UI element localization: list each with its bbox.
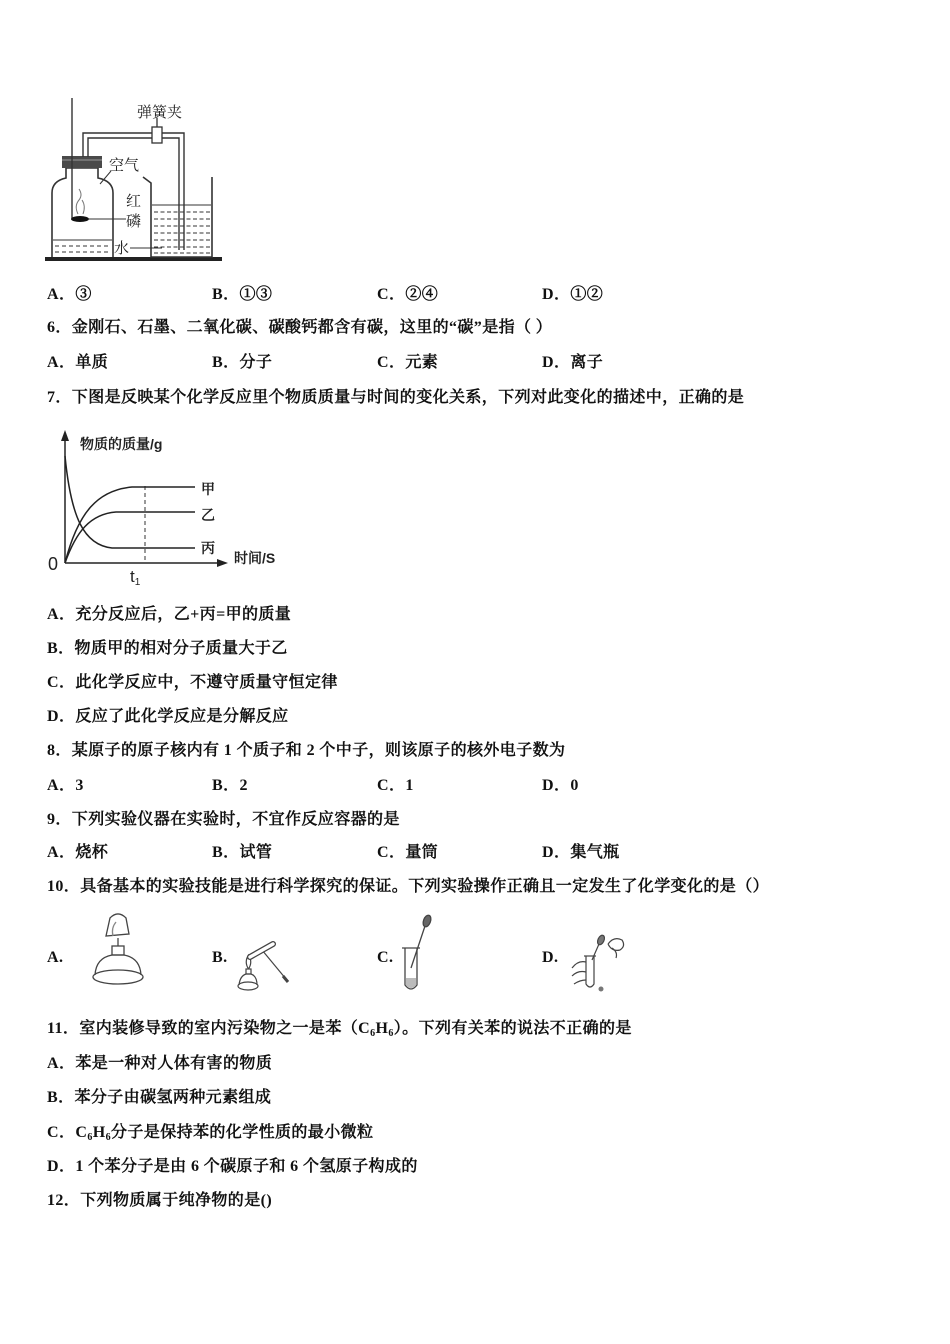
x-axis-label: 时间/S [234,550,276,566]
q8-option-a: A．3 [47,777,84,794]
y-axis-label: 物质的质量/g [80,436,163,452]
stopper [62,156,102,168]
q6-stem: 6．金刚石、石墨、二氧化碳、碳酸钙都含有碳，这里的“碳”是指（ ） [47,319,553,336]
q11-option-b: B．苯分子由碳氢两种元素组成 [47,1089,272,1106]
q9-stem: 9．下列实验仪器在实验时，不宜作反应容器的是 [47,811,400,828]
y-axis-arrow [61,430,69,441]
curve-jia [65,487,195,563]
q7-mass-time-graph [40,425,300,590]
q8-stem: 8．某原子的原子核内有 1 个质子和 2 个中子，则该原子的核外电子数为 [47,742,566,759]
q11-stem-after: ）。下列有关苯的说法不正确的是 [393,1020,632,1037]
phosphorus-label: 磷 [126,213,142,230]
curve-bing [65,456,195,548]
q10-image-b-heating-tube [236,936,290,994]
q9-option-d: D．集气瓶 [542,844,620,861]
combustion-spoon [71,216,89,222]
t1-tick-label: t1 [130,567,141,588]
q7-option-d: D．反应了此化学反应是分解反应 [47,708,289,725]
red-label: 红 [126,193,142,210]
q11-stem-before: 11．室内装修导致的室内污染物之一是苯（ [47,1020,359,1037]
q5-option-c: C．②④ [377,286,439,303]
benzene-formula: $C_6H_6$ [75,1124,111,1143]
q12-stem: 12．下列物质属于纯净物的是() [47,1192,273,1209]
air-label: 空气 [109,157,140,174]
apparatus-figure [40,95,230,270]
q6-option-c: C．元素 [377,354,439,371]
q9-option-c: C．量筒 [377,844,439,861]
series-label-bing: 丙 [201,540,215,556]
q5-option-b: B．①③ [212,286,273,303]
q8-option-b: B．2 [212,777,248,794]
q7-option-a: A．充分反应后，乙+丙=甲的质量 [47,606,292,623]
q8-option-d: D．0 [542,777,579,794]
q10-option-b: B. [212,949,228,966]
series-label-yi: 乙 [201,507,215,523]
q6-option-a: A．单质 [47,354,109,371]
spring-clip [152,118,162,143]
q5-option-a: A．③ [47,286,92,303]
q10-option-d: D. [542,949,559,966]
benzene-formula: $C_6H_6$ [358,1020,394,1039]
q10-image-c-test-tube [398,914,436,994]
series-label-jia: 甲 [201,481,215,497]
smoke-wisps [76,189,84,214]
q11-option-c: C．$C_6H_6$分子是保持苯的化学性质的最小微粒 [47,1124,374,1143]
q11-option-a: A．苯是一种对人体有害的物质 [47,1055,273,1072]
jar-water [53,240,112,252]
q7-option-b: B．物质甲的相对分子质量大于乙 [47,640,288,657]
q10-image-d-dropper [568,932,630,994]
q10-image-a-alcohol-lamp [88,908,150,994]
q11-stem [47,1020,632,1038]
curve-yi [65,512,195,563]
q6-option-b: B．分子 [212,354,273,371]
beaker-water [152,205,211,253]
q10-stem: 10．具备基本的实验技能是进行科学探究的保证。下列实验操作正确且一定发生了化学变化的是（） [47,878,770,895]
q6-option-d: D．离子 [542,354,604,371]
x-axis-arrow [217,559,228,567]
q5-option-d: D．①② [542,286,604,303]
q9-option-b: B．试管 [212,844,273,861]
water-label: 水 [114,240,130,257]
q9-option-a: A．烧杯 [47,844,109,861]
q7-option-c: C．此化学反应中，不遵守质量守恒定律 [47,674,338,691]
clip-label: 弹簧夹 [137,104,183,121]
connecting-tube [83,133,184,250]
gas-jar [52,168,113,257]
q11-option-d: D．1 个苯分子是由 6 个碳原子和 6 个氢原子构成的 [47,1158,418,1175]
q7-stem: 7．下图是反映某个化学反应里个物质质量与时间的变化关系，下列对此变化的描述中，正确的是 [47,389,745,406]
q8-option-c: C．1 [377,777,414,794]
q10-option-c: C. [377,949,394,966]
beaker [143,177,212,257]
q10-option-a: A. [47,949,64,966]
origin-label: 0 [48,554,59,574]
